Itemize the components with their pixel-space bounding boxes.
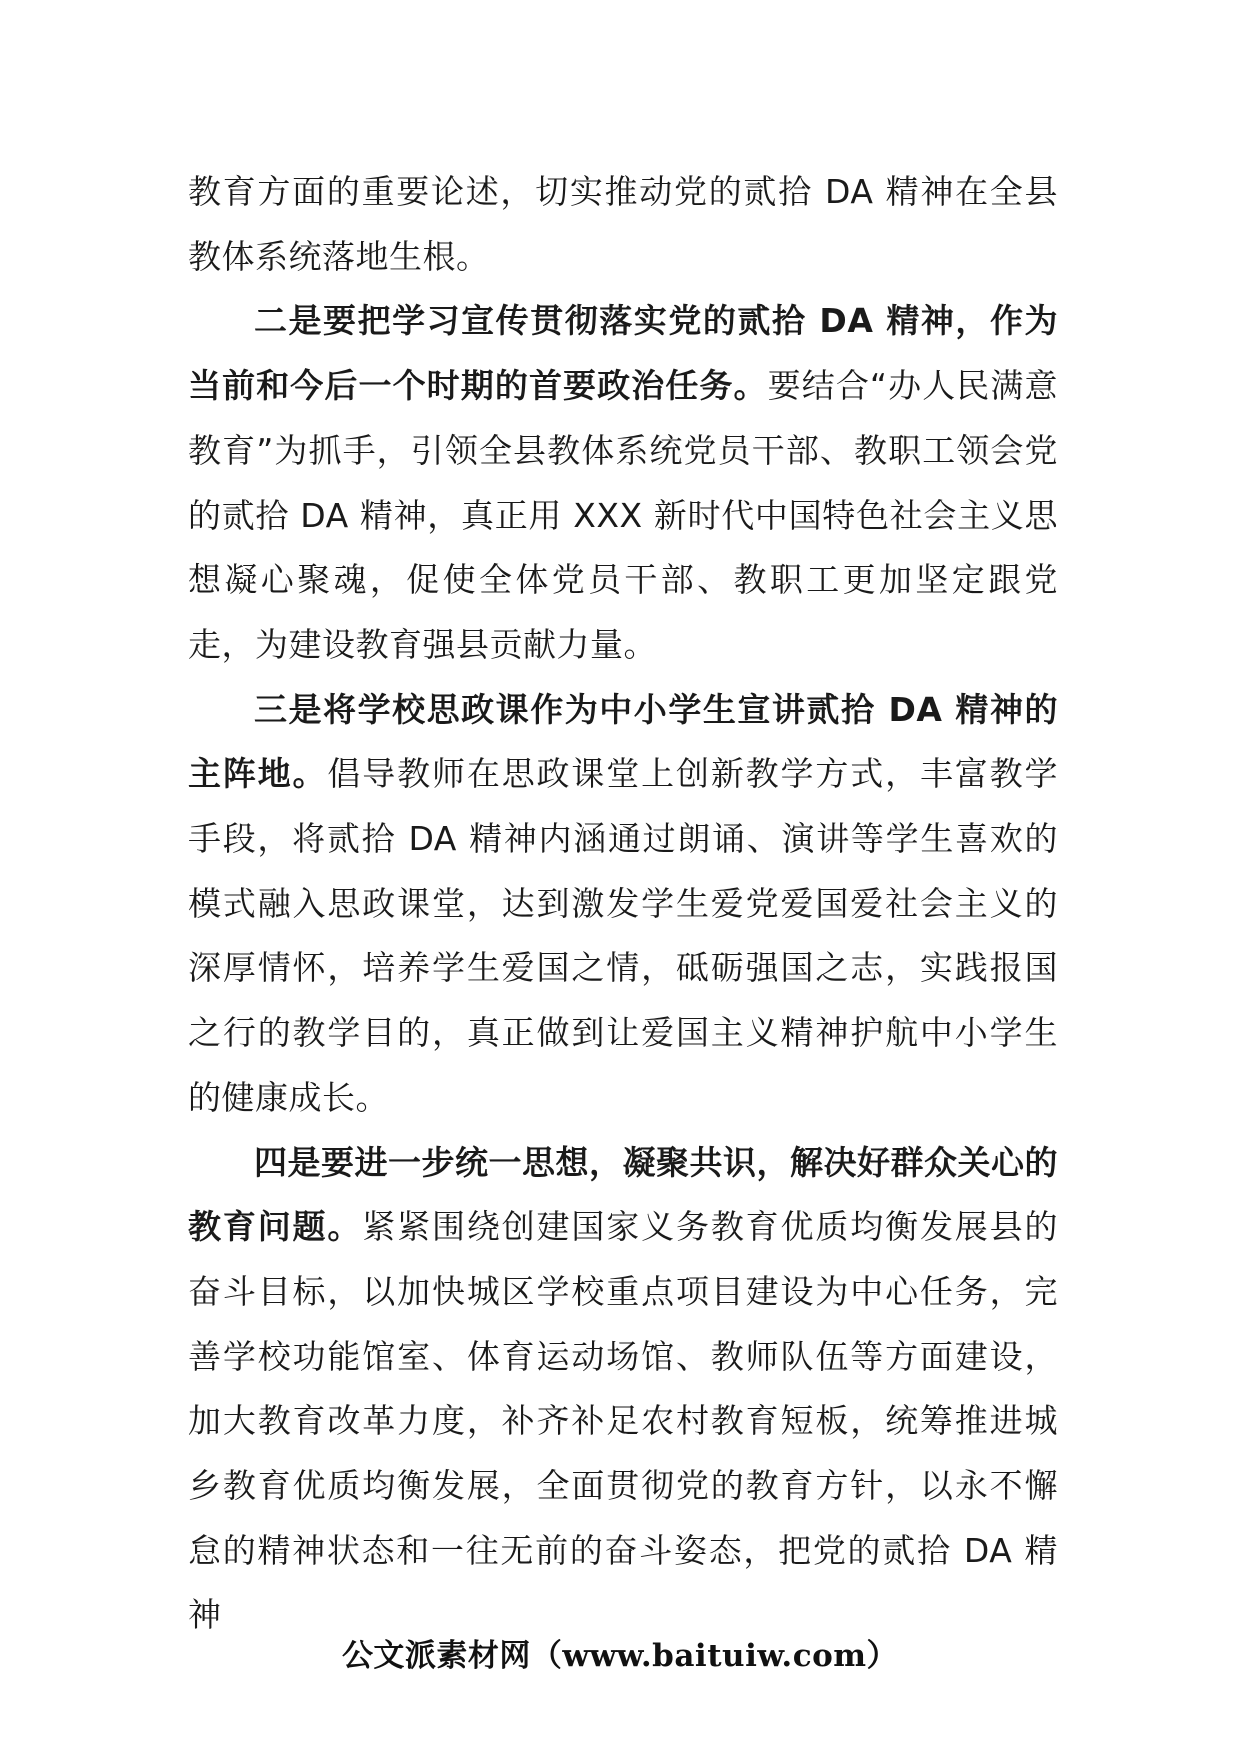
paragraph-text: 要结合“办人民满意教育”为抓手，引领全县教体系统党员干部、教职工领会党的贰拾 DA 精神，真正用 XXX 新时代中国特色社会主义思想凝心聚魂，促使全体党员干部、教职工更加坚定跟党走，为建设教育强县贡献力量。 xyxy=(188,366,1059,664)
paragraph-point-three xyxy=(188,678,1058,1131)
paragraph-text: 倡导教师在思政课堂上创新教学方式，丰富教学手段，将贰拾 DA 精神内涵通过朗诵、演讲等学生喜欢的模式融入思政课堂，达到激发学生爱党爱国爱社会主义的深厚情怀，培养学生爱国之情，砥砺强国之志，实践报国之行的教学目的，真正做到让爱国主义精神护航中小学生的健康成长。 xyxy=(188,754,1059,1117)
document-body xyxy=(188,160,1058,1648)
paragraph-text: 紧紧围绕创建国家义务教育优质均衡发展县的奋斗目标，以加快城区学校重点项目建设为中心任务，完善学校功能馆室、体育运动场馆、教师队伍等方面建设，加大教育改革力度，补齐补足农村教育短板，统筹推进城乡教育优质均衡发展，全面贯彻党的教育方针，以永不懈怠的精神状态和一往无前的奋斗姿态，把党的贰拾 DA 精神 xyxy=(188,1207,1059,1635)
paragraph-point-two xyxy=(188,289,1058,677)
paragraph-text: 教育方面的重要论述，切实推动党的贰拾 DA 精神在全县教体系统落地生根。 xyxy=(188,172,1058,276)
paragraph-lead: 四是要进一步统一思想，凝聚共识，解决好群众关心的教育问题。 xyxy=(188,1142,1058,1247)
paragraph-point-four xyxy=(188,1131,1058,1649)
paragraph-continuation xyxy=(188,160,1058,289)
page-footer-watermark: 公文派素材网（www.baituiw.com） xyxy=(341,1638,899,1674)
paragraph-lead: 二是要把学习宣传贯彻落实党的贰拾 DA 精神，作为当前和今后一个时期的首要政治任务。 xyxy=(188,301,1058,406)
paragraph-lead: 三是将学校思政课作为中小学生宣讲贰拾 DA 精神的主阵地。 xyxy=(188,689,1058,794)
